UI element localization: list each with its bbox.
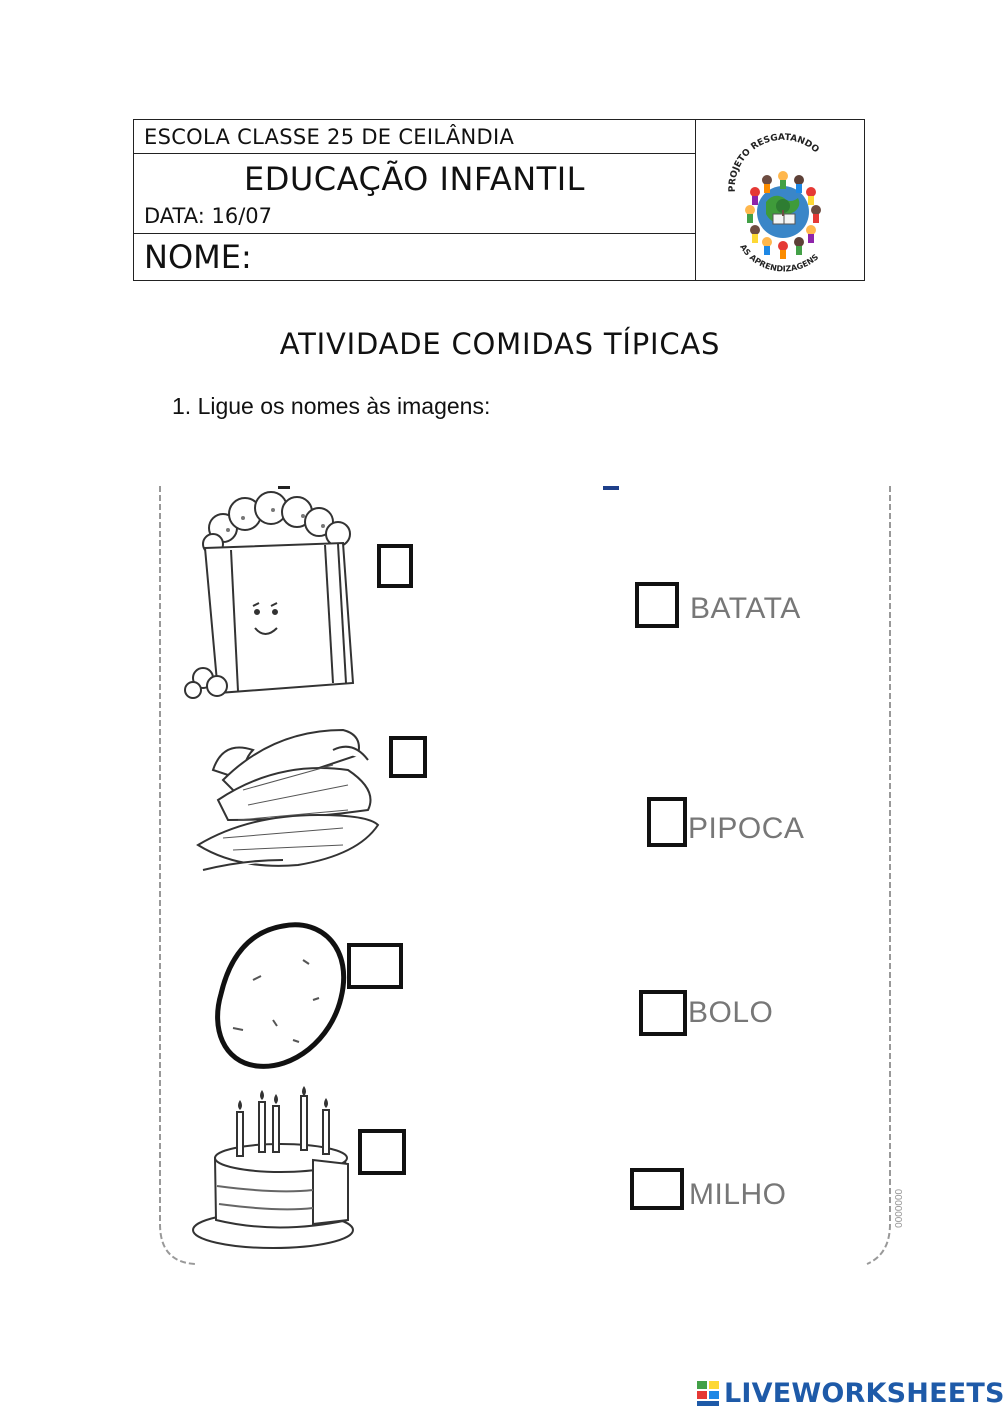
- header-info: [134, 120, 696, 280]
- milho-checkbox[interactable]: [630, 1168, 684, 1210]
- word-bolo: BOLO: [688, 996, 774, 1029]
- word-milho: MILHO: [689, 1178, 787, 1211]
- page-title: ATIVIDADE COMIDAS TÍPICAS: [279, 327, 721, 361]
- instruction-text: 1. Ligue os nomes às imagens:: [172, 393, 491, 419]
- header-table: [133, 119, 865, 281]
- popcorn-checkbox[interactable]: [377, 544, 413, 588]
- program-row: [134, 154, 695, 234]
- project-logo: [696, 120, 864, 280]
- word-pipoca: PIPOCA: [688, 812, 805, 845]
- cake-icon: [193, 1090, 373, 1260]
- name-row: [134, 234, 695, 280]
- svg-text:PROJETO RESGATANDO: [728, 133, 821, 192]
- date-label: DATA: 16/07: [144, 204, 272, 228]
- name-label: NOME:: [144, 238, 252, 276]
- logo-text-bottom: AS APRENDIZAGENS: [738, 242, 821, 274]
- svg-text:0000000: 0000000: [892, 1189, 903, 1228]
- cake-checkbox[interactable]: [358, 1129, 406, 1175]
- bolo-checkbox[interactable]: [639, 990, 687, 1036]
- batata-checkbox[interactable]: [635, 582, 679, 628]
- school-name: ESCOLA CLASSE 25 DE CEILÂNDIA: [144, 125, 515, 149]
- school-row: [134, 120, 695, 154]
- globe-children-logo-icon: [721, 122, 841, 280]
- brand-name: LIVEWORKSHEETS: [724, 1377, 1005, 1409]
- logo-text-top: PROJETO RESGATANDO: [727, 132, 821, 193]
- liveworksheets-brand: [697, 1376, 1005, 1410]
- popcorn-icon: [183, 488, 373, 708]
- liveworksheets-logo-icon: [697, 1379, 721, 1407]
- potato-checkbox[interactable]: [347, 943, 403, 989]
- activity-area: [155, 484, 903, 1266]
- word-batata: BATATA: [690, 592, 801, 625]
- corn-icon: [193, 720, 393, 890]
- program-name: EDUCAÇÃO INFANTIL: [244, 160, 585, 198]
- pipoca-checkbox[interactable]: [647, 797, 687, 847]
- potato-icon: [213, 920, 353, 1072]
- corn-checkbox[interactable]: [389, 736, 427, 778]
